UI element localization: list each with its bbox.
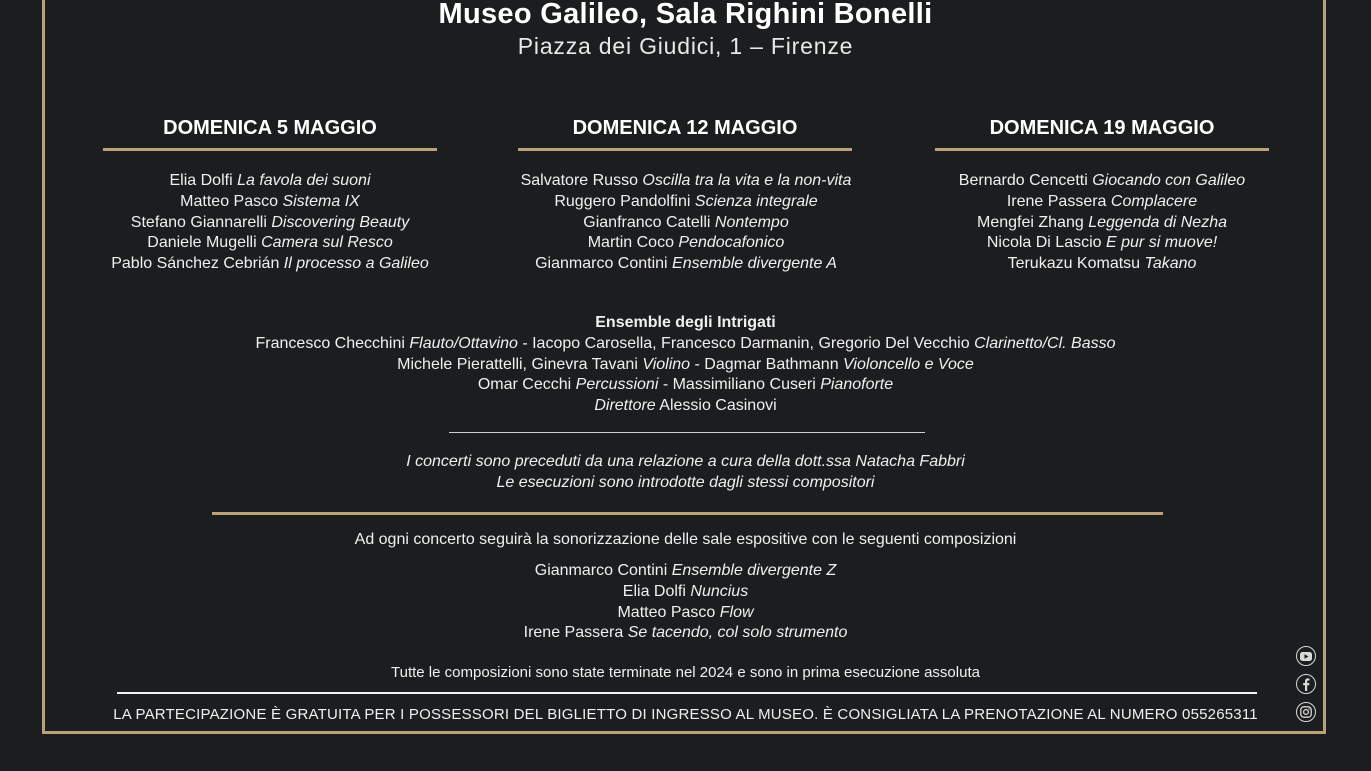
list-item: Pablo Sánchez Cebrián Il processo a Galileo: [111, 255, 429, 273]
day-3-title: DOMENICA 19 MAGGIO: [989, 117, 1215, 139]
ensemble-line: Francesco Checchini Flauto/Ottavino - Iacopo Carosella, Francesco Darmanin, Gregorio Del Vecchio Clarinetto/Cl. Basso: [255, 334, 1116, 352]
list-item: Gianmarco Contini Ensemble divergente A: [535, 255, 837, 273]
instagram-icon[interactable]: [1296, 702, 1316, 722]
footer-divider: [117, 692, 1257, 694]
venue-title: Museo Galileo, Sala Righini Bonelli: [438, 0, 933, 30]
sonorization-list: [0, 561, 1371, 644]
day-1-title: DOMENICA 5 MAGGIO: [163, 117, 377, 139]
list-item: Gianfranco Catelli Nontempo: [583, 213, 789, 231]
facebook-icon[interactable]: [1296, 674, 1316, 694]
divider: [449, 432, 925, 433]
youtube-icon[interactable]: [1296, 646, 1316, 666]
day-2-title: DOMENICA 12 MAGGIO: [572, 117, 798, 139]
list-item: Stefano Giannarelli Discovering Beauty: [130, 213, 410, 231]
day-1-list: [80, 171, 460, 275]
ensemble-block: [0, 313, 1371, 417]
list-item: Matteo Pasco Sistema IX: [180, 192, 360, 210]
notes-block: [0, 452, 1371, 494]
note-line: I concerti sono preceduti da una relazione a cura della dott.ssa Natacha Fabbri: [406, 453, 965, 470]
list-item: Martin Coco Pendocafonico: [587, 234, 785, 252]
venue-address: Piazza dei Giudici, 1 – Firenze: [517, 33, 854, 59]
sonorization-intro: Ad ogni concerto seguirà la sonorizzazione delle sale espositive con le seguenti composizioni: [354, 531, 1017, 548]
gold-divider: [212, 512, 1163, 515]
list-item: Terukazu Komatsu Takano: [1007, 255, 1197, 273]
footer-notice: LA PARTECIPAZIONE È GRATUITA PER I POSSESSORI DEL BIGLIETTO DI INGRESSO AL MUSEO. È CONSIGLIATA LA PRENOTAZIONE AL NUMERO 055265311: [113, 706, 1258, 723]
list-item: Ruggero Pandolfini Scienza integrale: [554, 192, 818, 210]
list-item: Elia Dolfi La favola dei suoni: [169, 172, 371, 189]
list-item: Matteo Pasco Flow: [617, 603, 754, 621]
day-1-rule: [103, 148, 437, 151]
list-item: Mengfei Zhang Leggenda di Nezha: [977, 213, 1227, 231]
list-item: Nicola Di Lascio E pur si muove!: [986, 234, 1218, 252]
ensemble-line: Omar Cecchi Percussioni - Massimiliano Cuseri Pianoforte: [477, 376, 894, 394]
day-3-list: [912, 171, 1292, 275]
list-item: Irene Passera Se tacendo, col solo strumento: [523, 624, 848, 642]
ensemble-line: Michele Pierattelli, Ginevra Tavani Violino - Dagmar Bathmann Violoncello e Voce: [397, 355, 974, 373]
ensemble-line: Direttore Alessio Casinovi: [594, 397, 777, 415]
list-item: Elia Dolfi Nuncius: [622, 582, 749, 600]
day-3-rule: [935, 148, 1269, 151]
list-item: Salvatore Russo Oscilla tra la vita e la non-vita: [520, 172, 852, 189]
list-item: Irene Passera Complacere: [1006, 192, 1198, 210]
note-line: Le esecuzioni sono introdotte dagli stessi compositori: [496, 473, 875, 491]
list-item: Gianmarco Contini Ensemble divergente Z: [534, 562, 837, 579]
list-item: Daniele Mugelli Camera sul Resco: [147, 234, 393, 252]
sonorization-closing: Tutte le composizioni sono state terminate nel 2024 e sono in prima esecuzione assoluta: [391, 664, 980, 681]
day-2-rule: [518, 148, 852, 151]
day-2-list: [496, 171, 876, 275]
ensemble-name: Ensemble degli Intrigati: [595, 314, 776, 331]
list-item: Bernardo Cencetti Giocando con Galileo: [958, 172, 1246, 189]
